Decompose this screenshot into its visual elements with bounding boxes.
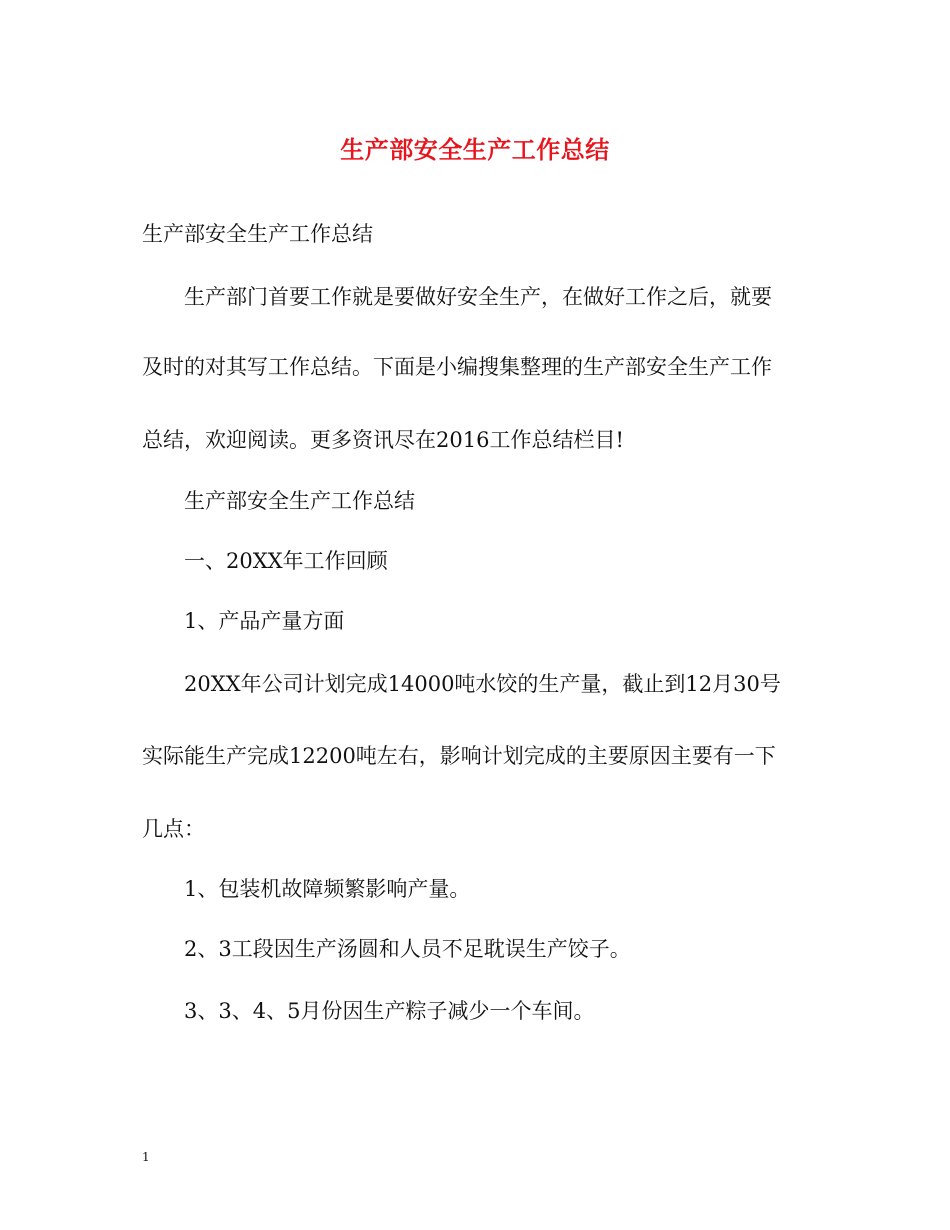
section-heading: 一、20XX年工作回顾 (184, 549, 388, 573)
page-number: 1 (142, 1150, 150, 1164)
list-item: 1、包装机故障频繁影响产量。 (184, 877, 471, 901)
list-item: 3、3、4、5月份因生产粽子减少一个车间。 (184, 999, 595, 1023)
subsection-heading: 1、产品产量方面 (184, 609, 345, 633)
subtitle-line: 生产部安全生产工作总结 (142, 222, 373, 246)
section-heading: 生产部安全生产工作总结 (184, 489, 415, 513)
paragraph-line: 总结，欢迎阅读。更多资讯尽在2016工作总结栏目! (142, 428, 624, 452)
paragraph-line: 及时的对其写工作总结。下面是小编搜集整理的生产部安全生产工作 (142, 355, 772, 379)
paragraph-line: 几点： (142, 817, 205, 841)
paragraph-line: 实际能生产完成12200吨左右，影响计划完成的主要原因主要有一下 (142, 744, 776, 768)
document-title: 生产部安全生产工作总结 (340, 135, 610, 164)
paragraph-line: 20XX年公司计划完成14000吨水饺的生产量，截止到12月30号 (184, 672, 781, 696)
list-item: 2、3工段因生产汤圆和人员不足耽误生产饺子。 (184, 937, 631, 961)
paragraph-line: 生产部门首要工作就是要做好安全生产，在做好工作之后，就要 (184, 285, 772, 309)
